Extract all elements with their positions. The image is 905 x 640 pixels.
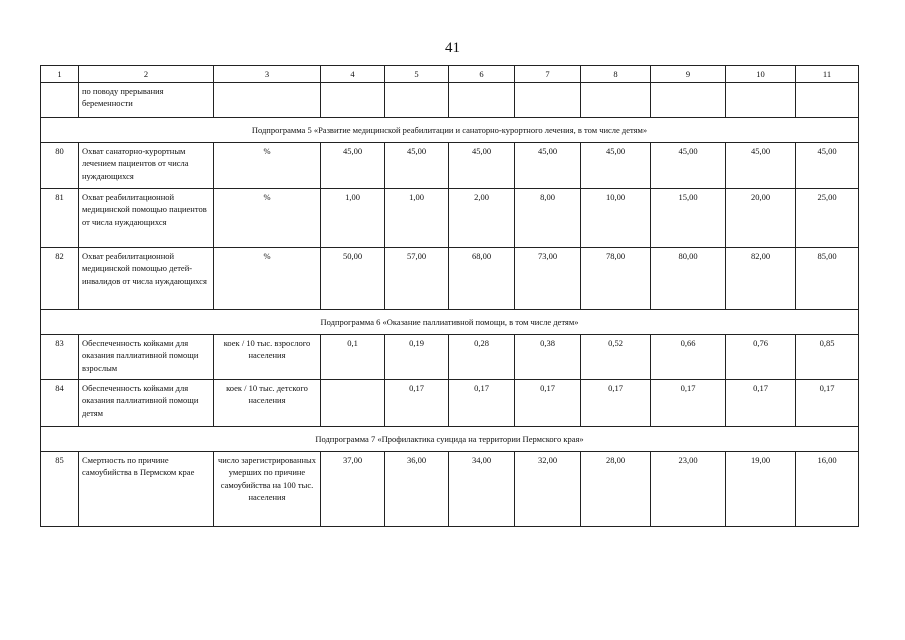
value-cell: 37,00 [321,452,385,527]
value-cell: 45,00 [385,143,449,189]
row-number: 81 [41,189,79,248]
row-number: 85 [41,452,79,527]
column-number: 3 [214,66,321,83]
section-title: Подпрограмма 6 «Оказание паллиативной помощи, в том числе детям» [41,310,859,335]
value-cell: 57,00 [385,248,449,310]
value-cell: 0,1 [321,335,385,380]
indicator-name: Обеспеченность койками для оказания паллиативной помощи взрослым [79,335,214,380]
section-title: Подпрограмма 5 «Развитие медицинской реабилитации и санаторно-курортного лечения, в том числе детям» [41,118,859,143]
page-number: 41 [445,40,460,56]
value-cell: 85,00 [796,248,859,310]
value-cell: 0,17 [651,380,726,427]
value-cell: 68,00 [449,248,515,310]
value-cell: 36,00 [385,452,449,527]
value-cell: 0,17 [726,380,796,427]
value-cell: 0,17 [515,380,581,427]
value-cell [321,83,385,118]
indicator-name: Обеспеченность койками для оказания паллиативной помощи детям [79,380,214,427]
value-cell: 50,00 [321,248,385,310]
unit-cell: число зарегистрированных умерших по причине самоубийства на 100 тыс. населения [214,452,321,527]
value-cell: 45,00 [449,143,515,189]
table-row [41,83,859,118]
value-cell: 80,00 [651,248,726,310]
value-cell: 34,00 [449,452,515,527]
value-cell: 0,85 [796,335,859,380]
table-row [41,143,859,189]
value-cell: 25,00 [796,189,859,248]
value-cell [796,83,859,118]
value-cell: 28,00 [581,452,651,527]
unit-cell: % [214,143,321,189]
value-cell: 16,00 [796,452,859,527]
value-cell: 19,00 [726,452,796,527]
table-row [41,248,859,310]
indicator-name: по поводу прерывания беременности [79,83,214,118]
section-title: Подпрограмма 7 «Профилактика суицида на территории Пермского края» [41,427,859,452]
value-cell: 0,17 [796,380,859,427]
unit-cell: % [214,189,321,248]
section-row [41,427,859,452]
row-number [41,83,79,118]
value-cell: 0,66 [651,335,726,380]
row-number: 84 [41,380,79,427]
value-cell [515,83,581,118]
value-cell [726,83,796,118]
table-row [41,335,859,380]
unit-cell [214,83,321,118]
value-cell: 78,00 [581,248,651,310]
value-cell: 2,00 [449,189,515,248]
column-number: 5 [385,66,449,83]
row-number: 83 [41,335,79,380]
value-cell: 15,00 [651,189,726,248]
value-cell: 0,17 [385,380,449,427]
column-number: 8 [581,66,651,83]
value-cell: 20,00 [726,189,796,248]
column-number: 11 [796,66,859,83]
row-number: 82 [41,248,79,310]
column-number: 1 [41,66,79,83]
table-row [41,189,859,248]
row-number: 80 [41,143,79,189]
value-cell: 0,76 [726,335,796,380]
value-cell: 45,00 [321,143,385,189]
value-cell: 45,00 [651,143,726,189]
value-cell: 0,19 [385,335,449,380]
value-cell: 0,17 [581,380,651,427]
value-cell: 73,00 [515,248,581,310]
indicators-table [40,65,859,527]
value-cell: 32,00 [515,452,581,527]
value-cell: 45,00 [515,143,581,189]
value-cell: 10,00 [581,189,651,248]
value-cell: 23,00 [651,452,726,527]
indicator-name: Охват санаторно-курортным лечением пациентов от числа нуждающихся [79,143,214,189]
value-cell [581,83,651,118]
section-row [41,118,859,143]
indicator-name: Смертность по причине самоубийства в Пермском крае [79,452,214,527]
column-number: 10 [726,66,796,83]
value-cell: 45,00 [796,143,859,189]
value-cell: 45,00 [581,143,651,189]
column-number: 6 [449,66,515,83]
unit-cell: % [214,248,321,310]
value-cell: 45,00 [726,143,796,189]
value-cell: 0,38 [515,335,581,380]
value-cell [651,83,726,118]
value-cell: 82,00 [726,248,796,310]
unit-cell: коек / 10 тыс. детского населения [214,380,321,427]
unit-cell: коек / 10 тыс. взрослого населения [214,335,321,380]
column-number: 2 [79,66,214,83]
indicator-name: Охват реабилитационной медицинской помощью пациентов от числа нуждающихся [79,189,214,248]
value-cell: 1,00 [321,189,385,248]
column-number: 7 [515,66,581,83]
value-cell [449,83,515,118]
value-cell: 8,00 [515,189,581,248]
table-row [41,380,859,427]
value-cell [321,380,385,427]
section-row [41,310,859,335]
value-cell: 0,17 [449,380,515,427]
value-cell: 0,28 [449,335,515,380]
column-number: 4 [321,66,385,83]
indicator-name: Охват реабилитационной медицинской помощью детей-инвалидов от числа нуждающихся [79,248,214,310]
column-number-row [41,66,859,83]
column-number: 9 [651,66,726,83]
table-row [41,452,859,527]
value-cell: 1,00 [385,189,449,248]
value-cell: 0,52 [581,335,651,380]
value-cell [385,83,449,118]
